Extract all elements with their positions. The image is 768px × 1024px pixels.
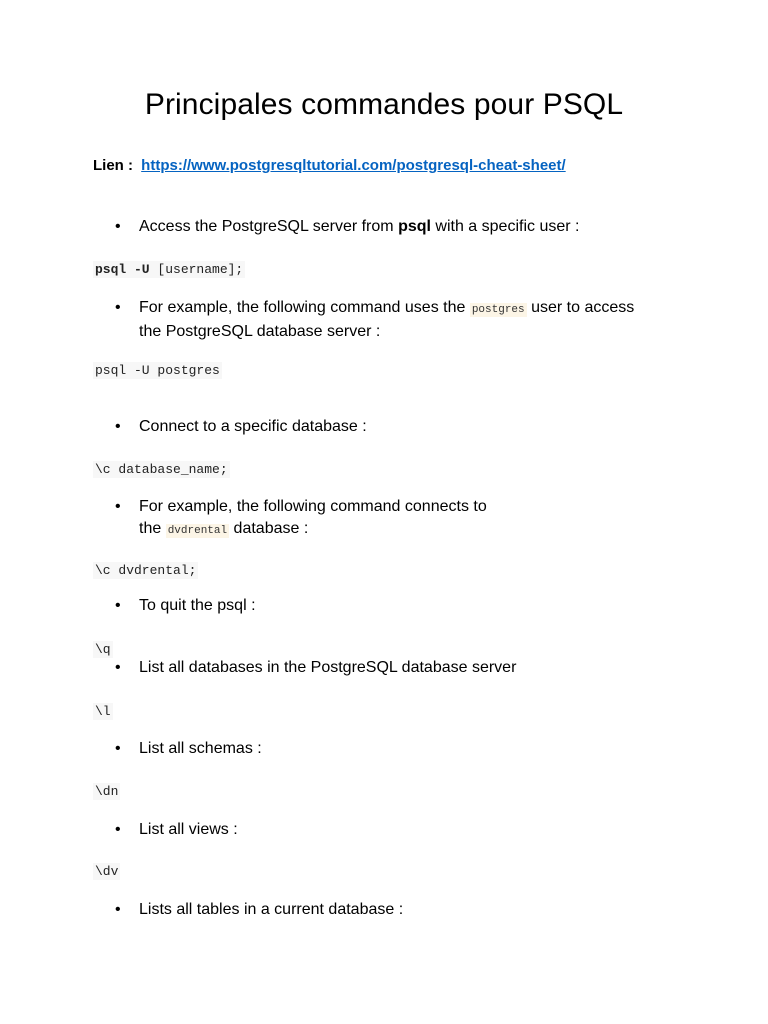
link-label: Lien :: [93, 157, 133, 174]
item-text: user to access: [526, 299, 635, 316]
code-command: psql -U: [95, 262, 150, 277]
item-text: the: [139, 520, 166, 537]
inline-code: postgres: [471, 304, 525, 316]
item-text: For example, the following command connects to: [139, 498, 487, 515]
code-snippet: [93, 261, 245, 278]
cheat-sheet-link[interactable]: https://www.postgresqltutorial.com/postgresql-cheat-sheet/: [141, 157, 566, 174]
item-text: with a specific user :: [430, 218, 580, 235]
list-item: • List all schemas :: [139, 738, 699, 760]
code-snippet: \dv: [95, 864, 119, 879]
code-args: [username];: [149, 262, 244, 277]
item-text: For example, the following command uses the: [139, 299, 470, 316]
list-item: • Connect to a specific database :: [139, 416, 699, 438]
list-item: [139, 496, 699, 542]
list-item: • To quit the psql :: [139, 595, 699, 617]
link-line: [93, 157, 566, 174]
page-title: Principales commandes pour PSQL: [144, 88, 624, 121]
item-text: Access the PostgreSQL server from: [139, 218, 399, 235]
list-item: [139, 216, 699, 238]
inline-code: dvdrental: [167, 525, 228, 537]
code-snippet: \dn: [95, 784, 119, 799]
code-snippet: \l: [95, 704, 111, 719]
code-snippet: \q: [95, 642, 111, 657]
list-item: • List all views :: [139, 819, 699, 841]
code-snippet: \c dvdrental;: [95, 563, 197, 578]
code-snippet: \c database_name;: [95, 462, 228, 477]
list-item: • Lists all tables in a current database :: [139, 899, 699, 921]
list-item: [139, 297, 699, 343]
code-snippet: psql -U postgres: [95, 363, 220, 378]
item-text: database :: [229, 520, 309, 537]
list-item: • List all databases in the PostgreSQL database server: [139, 657, 699, 679]
item-text: the PostgreSQL database server :: [139, 323, 381, 340]
item-bold-text: psql: [398, 218, 431, 235]
